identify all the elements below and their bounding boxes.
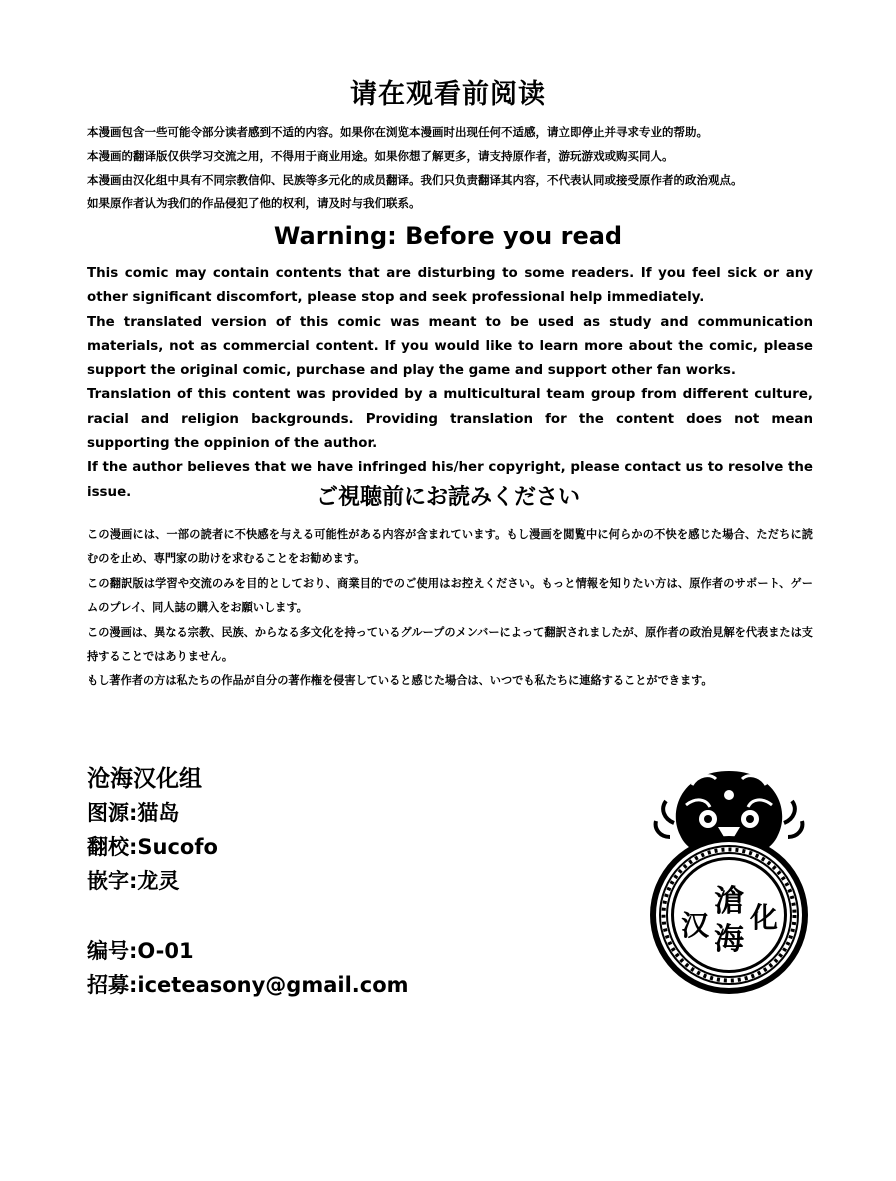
english-warning-paragraph: Translation of this content was provided by a multicultural team group from different culture, racial and religion backgrounds. Providing translation for the content does not mean supporting the oppinion of the author. xyxy=(87,387,813,452)
japanese-warning-paragraph: もし著作者の方は私たちの作品が自分の著作権を侵害していると感じた場合は、いつでも私たちに連絡することができます。 xyxy=(87,674,713,688)
credit-number: 编号:O-01 xyxy=(87,939,194,963)
japanese-warning-body xyxy=(87,523,813,694)
japanese-warning-paragraph: この翻訳版は学習や交流のみを目的としており、商業目的でのご使用はお控えください。もっと情報を知りたい方は、原作者のサポート、ゲームのプレイ、同人誌の購入をお願いします。 xyxy=(87,576,813,615)
chinese-warning-line: 本漫画由汉化组中具有不同宗教信仰、民族等多元化的成员翻译。我们只负责翻译其内容，不代表认同或接受原作者的政治观点。 xyxy=(87,172,743,187)
credits-block xyxy=(87,762,218,898)
english-warning-title: Warning: Before you read xyxy=(273,222,623,250)
chinese-warning-line: 本漫画包含一些可能令部分读者感到不适的内容。如果你在浏览本漫画时出现任何不适感，请立即停止并寻求专业的帮助。 xyxy=(87,125,708,139)
credit-recruit-email: 招募:iceteasony@gmail.com xyxy=(87,973,409,997)
english-warning-paragraph: If the author believes that we have infringed his/her copyright, please contact us to resolve the issue. xyxy=(87,460,813,500)
english-warning-paragraph: The translated version of this comic was meant to be used as study and communication materials, not as commercial content. If you would like to learn more about the comic, please support the original comic, purchase and play the game and support other fan works. xyxy=(87,314,813,379)
japanese-warning-title: ご視聴前にお読みください xyxy=(315,485,580,510)
seal-char: 化 xyxy=(749,901,779,934)
seal-char: 滄 xyxy=(714,884,744,919)
japanese-warning-paragraph: この漫画には、一部の読者に不快感を与える可能性がある内容が含まれています。もし漫画を閲覧中に何らかの不快を感じた場合、ただちに読むのを止め、専門家の助けを求むることをお勧めます。 xyxy=(87,528,813,566)
chinese-warning-body xyxy=(87,121,827,216)
seal-char: 海 xyxy=(714,922,744,957)
credit-source: 图源:猫岛 xyxy=(87,801,180,825)
group-name: 沧海汉化组 xyxy=(87,766,202,792)
chinese-warning-title: 请在观看前阅读 xyxy=(350,79,546,110)
japanese-warning-paragraph: この漫画は、異なる宗教、民族、からなる多文化を持っているグループのメンバーによって翻訳されましたが、原作者の政治見解を代表または支持することではありません。 xyxy=(87,625,813,664)
seal-char: 汉 xyxy=(680,909,710,942)
credit-typesetter: 嵌字:龙灵 xyxy=(87,869,180,893)
credits-contact-block xyxy=(87,934,409,1002)
english-warning-paragraph: This comic may contain contents that are disturbing to some readers. If you feel sick or any other significant discomfort, please stop and seek professional help immediately. xyxy=(87,266,813,306)
credit-translator: 翻校:Sucofo xyxy=(87,835,218,859)
chinese-warning-line: 如果原作者认为我们的作品侵犯了他的权利，请及时与我们联系。 xyxy=(87,196,421,211)
lion-head-seal-icon xyxy=(640,765,818,997)
english-warning-body xyxy=(87,262,813,505)
chinese-warning-line: 本漫画的翻译版仅供学习交流之用，不得用于商业用途。如果你想了解更多，请支持原作者，游玩游戏或购买同人。 xyxy=(87,148,674,163)
